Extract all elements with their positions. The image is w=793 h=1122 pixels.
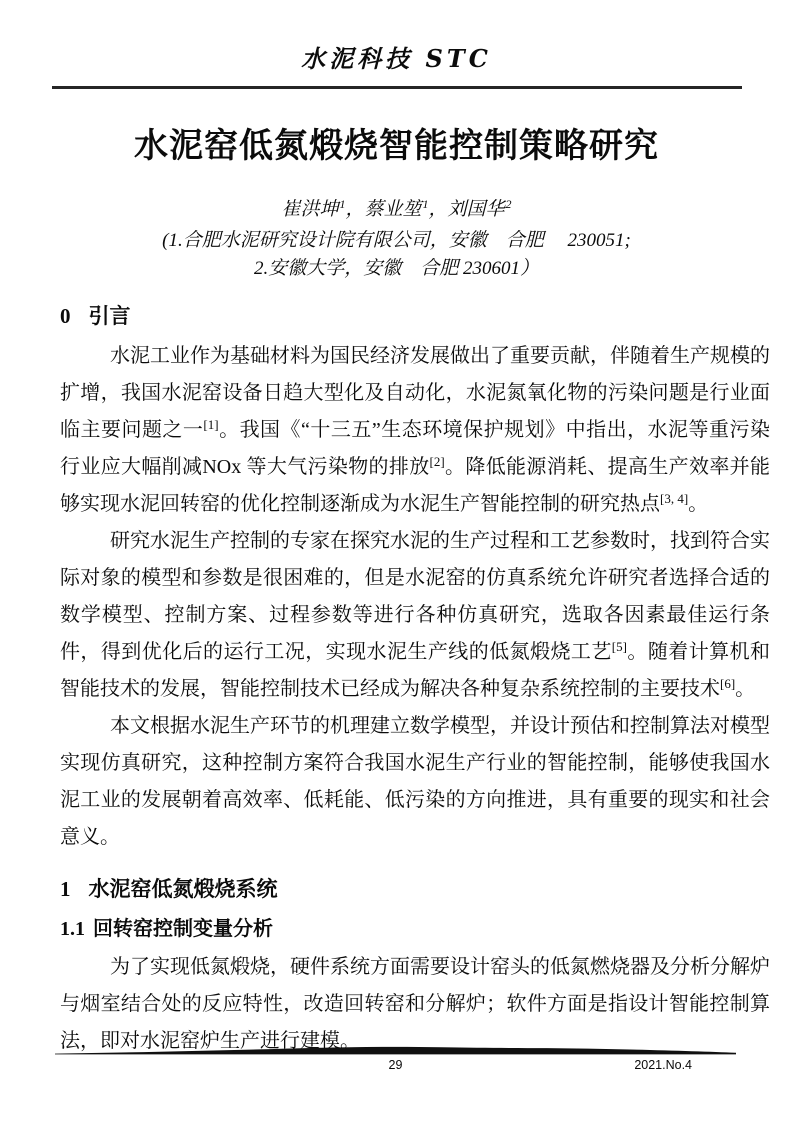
paragraph-text: 。 [688,493,709,515]
section-heading-1-1 [60,915,770,943]
page-header [0,45,793,89]
section-heading-intro [60,301,770,332]
paragraph-text: 水泥工业作为基础材料为国民经济发展做出了重要贡献，伴随着生产规模的扩增，我国水泥窑设备日趋大型化及自动化，水泥氮氧化物的污染问题是行业面临主要问题之一 [60,345,770,441]
section-heading-1 [60,874,770,905]
author-name: 蔡业堃 [364,199,422,220]
author-separator: ， [428,199,448,220]
paragraph-text: 研究水泥生产控制的专家在探究水泥的生产过程和工艺参数时，找到符合实际对象的模型和参数是很困难的，但是水泥窑的仿真系统允许研究者选择合适的数学模型、控制方案、过程参数等进行各种仿真研究，选取各因素最佳运行条件，得到优化后的运行工况，实现水泥生产线的低氮煅烧工艺 [60,530,770,663]
issue-number: 2021.No.4 [634,1058,692,1072]
page-footer [55,1046,736,1074]
citation-ref: [3, 4] [660,491,689,506]
citation-ref: [2] [429,454,445,469]
citation-ref: [6] [720,676,736,691]
authors-line [0,192,793,222]
journal-name: 水泥科技 STC [301,44,492,73]
author-name: 崔洪坤 [281,199,339,220]
section-number: 0 [60,304,71,328]
author-affiliation-marker: 1 [422,197,429,211]
citation-ref: [5] [611,639,627,654]
affiliation-line: (1.合肥水泥研究设计院有限公司，安徽 合肥 230051; [162,230,631,251]
section-title: 引言 [88,305,131,328]
paragraph [60,523,770,708]
author-separator: ， [345,199,365,220]
author-affiliation-marker: 2 [505,197,512,211]
author-affiliation-marker: 1 [339,197,346,211]
citation-ref: [1] [203,417,219,432]
author-name: 刘国华 [447,199,505,220]
section-title: 水泥窑低氮煅烧系统 [88,878,278,901]
paragraph [60,338,770,523]
footer-text-row [55,1058,736,1074]
paragraph-text: 。降低能源消耗、提高生产效率并能够实现水泥回转窑的优化控制逐渐成为水泥生产智能控制的研究热点 [60,456,771,515]
section-number: 1 [60,877,71,901]
section-number: 1.1 [60,918,85,940]
paragraph-text: 。 [735,678,756,700]
paragraph-text: 。随着计算机和智能技术的发展，智能控制技术已经成为解决各种复杂系统控制的主要技术 [60,641,771,700]
paragraph [60,708,770,856]
page-number: 29 [388,1058,403,1072]
header-rule [52,86,742,89]
section-title: 回转窑控制变量分析 [93,918,273,940]
article-title: 水泥窑低氮煅烧智能控制策略研究 [134,127,659,165]
paragraph-text: 本文根据水泥生产环节的机理建立数学模型，并设计预估和控制算法对模型实现仿真研究，这种控制方案符合我国水泥生产行业的智能控制，能够使我国水泥工业的发展朝着高效率、低耗能、低污染的方向推进，具有重要的现实和社会意义。 [60,715,770,848]
paragraph [60,949,770,1060]
paragraph-text: 。我国《“十三五”生态环境保护规划》中指出，水泥等重污染行业应大幅削减NOx 等大气污染物的排放 [60,419,770,478]
paragraph-text: 为了实现低氮煅烧，硬件系统方面需要设计窑头的低氮燃烧器及分析分解炉与烟室结合处的反应特性，改造回转窑和分解炉；软件方面是指设计智能控制算法，即对水泥窑炉生产进行建模。 [60,956,770,1052]
footer-divider [55,1046,736,1056]
affiliation-line: 2.安徽大学，安徽 合肥 230601） [253,258,539,279]
